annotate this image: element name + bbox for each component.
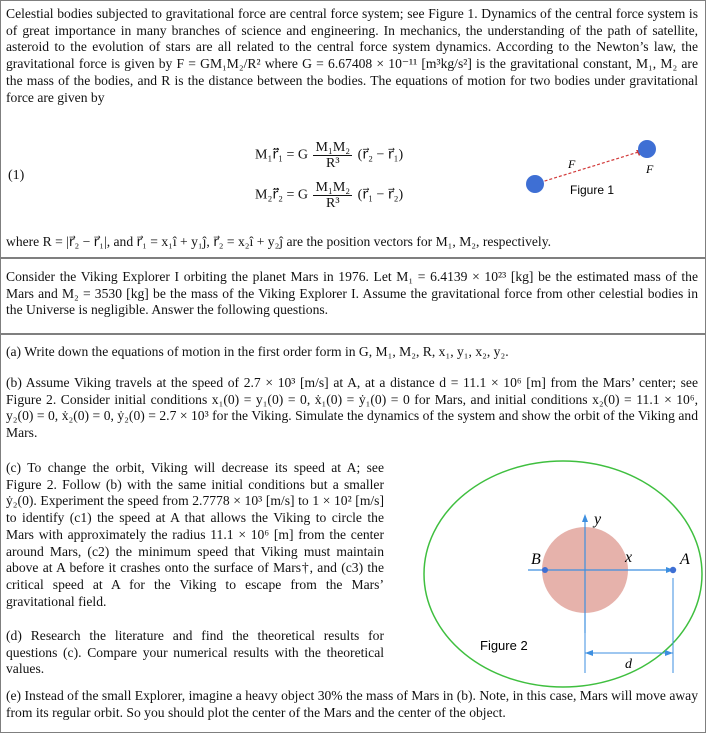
distance-arrow-left bbox=[585, 650, 593, 656]
distance-arrow-right bbox=[665, 650, 673, 656]
force-label-2: F bbox=[646, 162, 654, 176]
intro-paragraph: Celestial bodies subjected to gravitational force are central force system; see Figure 1. Dynamics of the central force system is of great importance in many branches of science and engineering. In mechanics, the understanding of the path of satellite, asteroid to the evolution of stars are all related to the central force system dynamics. According to the Newton’s law, the gravitational force is given by F = GM₁M₂/R² where G = 6.67408 × 10⁻¹¹ [m³kg/s²] is the gravitational constant, M₁, M₂ are the mass of the bodies, and R is the distance between the bodies. The equations of motion for two bodies under gravitational force are given by bbox=[6, 6, 698, 105]
equation-line-1 bbox=[255, 140, 403, 171]
question-c: (c) To change the orbit, Viking will decrease its speed at A; see Figure 2. Follow (b) with the same initial conditions but a smaller ẏ₂(0). Experiment the speed from 2.7778 × 10³ [m/s] to 1 × 10² [m/s] to identify (c1) the speed at A that allows the Viking to circle the Mars with approximately the radius 11.1 × 10⁶ [m] from the center around Mars, (c2) the minimum speed that Viking must maintain above at A before it crashes onto the surface of Mars†, and (c3) the critical speed at A for the Viking to escape from the Mars’ gravitational field. bbox=[6, 460, 384, 609]
eq2-fraction bbox=[313, 180, 352, 211]
where-paragraph: where R = |r⃗₂ − r⃗₁|, and r⃗₁ = x₁î + y₁ĵ, r⃗₂ = x₂î + y₂ĵ are the position vectors for M₁, M₂, respectively. bbox=[6, 234, 552, 249]
eq1-numerator: M₁M₂ bbox=[315, 140, 351, 155]
figure-2-caption: Figure 2 bbox=[480, 638, 528, 653]
force-arrow-line bbox=[535, 150, 645, 184]
eq1-fraction bbox=[313, 140, 352, 171]
eq1-denominator: R³ bbox=[326, 156, 340, 171]
question-e: (e) Instead of the small Explorer, imagine a heavy object 30% the mass of Mars in (b). Note, in this case, Mars will move away from its regular orbit. So you should plot the center of the Mars and the center of the object. bbox=[6, 688, 698, 720]
eq2-denominator: R³ bbox=[326, 196, 340, 211]
figure-1-diagram bbox=[510, 138, 670, 200]
equation-number: (1) bbox=[8, 168, 25, 183]
label-b: B bbox=[531, 551, 541, 568]
consider-paragraph: Consider the Viking Explorer I orbiting the planet Mars in 1976. Let M₁ = 6.4139 × 10²³ [kg] be the estimated mass of the Mars and M₂ = 3530 [kg] be the mass of the Viking Explorer I. Assume the gravitational force from other celestial bodies in the Universe is negligible. Answer the following questions. bbox=[6, 269, 698, 318]
equation-line-2 bbox=[255, 180, 403, 211]
label-x: x bbox=[625, 549, 633, 566]
question-a: (a) Write down the equations of motion in the first order form in G, M₁, M₂, R, x₁, y₁, x₂, y₂. bbox=[6, 344, 509, 359]
eq2-rhs: (r⃗₁ − r⃗₂) bbox=[357, 187, 404, 203]
label-a: A bbox=[680, 551, 690, 568]
eq1-rhs: (r⃗₂ − r⃗₁) bbox=[357, 147, 404, 163]
label-d: d bbox=[625, 657, 632, 672]
eq2-numerator: M₁M₂ bbox=[315, 180, 351, 195]
eq1-lhs: M₁r̈⃗₁ = G bbox=[255, 147, 308, 163]
point-a-marker bbox=[670, 567, 676, 573]
question-b: (b) Assume Viking travels at the speed of 2.7 × 10³ [m/s] at A, at a distance d = 11.1 × 10⁶ [m] from the Mars’ center; see Figure 2. Consider initial conditions x₁(0) = y₁(0) = 0, ẋ₁(0) = ẏ₁(0) = 0 for Mars, and initial conditions x₂(0) = 11.1 × 10⁶, y₂(0) = 0, ẋ₂(0) = 0, ẏ₂(0) = 2.7 × 10³ for the Viking. Simulate the dynamics of the system and show the orbit of the Viking and Mars. bbox=[6, 375, 698, 441]
body-m2-icon bbox=[638, 140, 656, 158]
figure-2-diagram bbox=[398, 458, 704, 690]
y-axis-arrowhead bbox=[582, 514, 588, 522]
point-b-marker bbox=[542, 567, 548, 573]
eq2-lhs: M₂r̈⃗₂ = G bbox=[255, 187, 308, 203]
label-y: y bbox=[594, 511, 602, 528]
question-d: (d) Research the literature and find the theoretical results for questions (c). Compare your numerical results with the theoretical values. bbox=[6, 628, 384, 677]
force-label-1: F bbox=[568, 157, 576, 171]
body-m1-icon bbox=[526, 175, 544, 193]
figure-1-caption: Figure 1 bbox=[570, 183, 615, 197]
